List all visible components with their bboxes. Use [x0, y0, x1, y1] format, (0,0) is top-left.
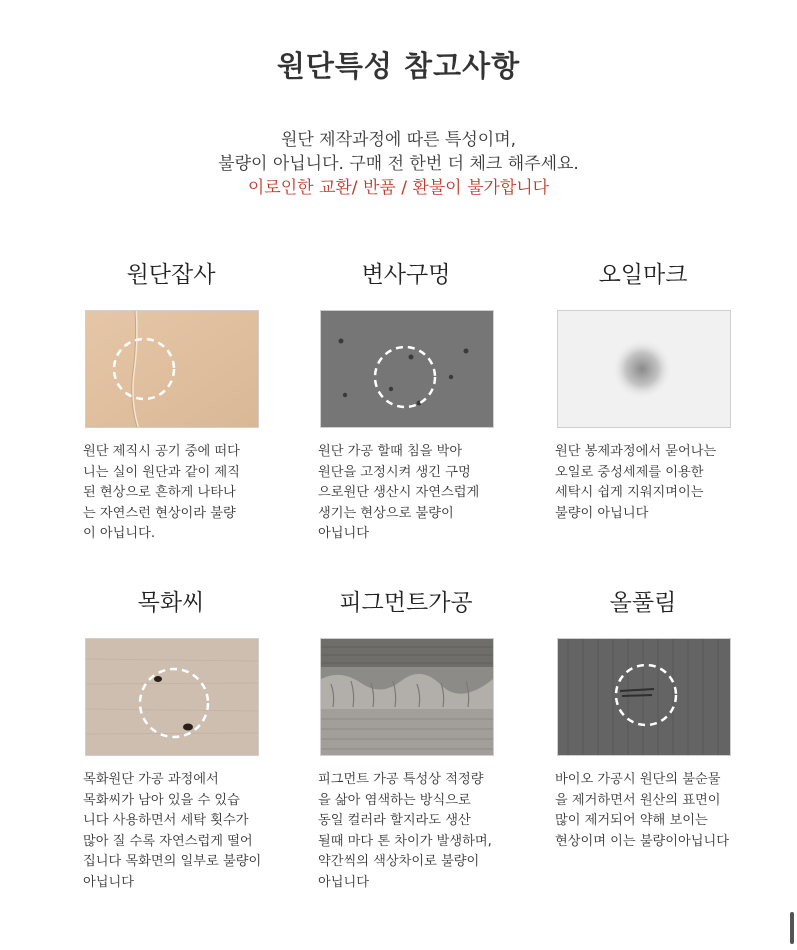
card-description: 피그먼트 가공 특성상 적정량 을 삶아 염색하는 방식으로 동일 컬러라 할지라도 생산 될때 마다 톤 차이가 발생하며, 약간씩의 색상차이로 불량이 아닙니다: [318, 772, 492, 890]
intro-line-2: 불량이 아닙니다. 구매 전 한번 더 체크 해주세요.: [218, 154, 579, 174]
card-yarn-pull: [545, 586, 741, 852]
card-description: 원단 가공 할때 침을 박아 원단을 고정시켜 생긴 구멍 으로원단 생산시 자연스럽게 생기는 현상으로 불량이 아닙니다: [318, 444, 480, 541]
card-pin-holes: [308, 258, 504, 545]
card-pigment-dyeing: [308, 586, 504, 893]
card-description: 원단 봉제과정에서 묻어나는 오일로 중성세제를 이용한 세탁시 쉽게 지워지며이는 불량이 아닙니다: [555, 444, 717, 521]
card-fabric-thread: [73, 258, 269, 545]
intro-line-1: 원단 제작과정에 따른 특성이며,: [280, 130, 517, 150]
intro-warning: 이로인한 교환/ 반품 / 환불이 불가합니다: [247, 178, 550, 198]
card-description: 바이오 가공시 원단의 불순물 을 제거하면서 원산의 표면이 많이 제거되어 약해 보이는 현상이며 이는 불량이아닙니다: [555, 772, 729, 849]
fabric-photo-cotton-seed: [85, 638, 259, 756]
card-title: 올풀림: [609, 590, 677, 616]
card-title: 변사구멍: [361, 262, 451, 288]
intro-text: [0, 128, 797, 200]
fabric-photo-yarn-pull: [557, 638, 731, 756]
card-description: 목화원단 가공 과정에서 목화씨가 남아 있을 수 있습 니다 사용하면서 세탁 횟수가 많아 질 수록 자연스럽게 떨어 집니다 목화면의 일부로 불량이 아닙니다: [83, 772, 262, 890]
card-description: 원단 제직시 공기 중에 떠다 니는 실이 원단과 같이 제직 된 현상으로 흔하게 나타나 는 자연스런 현상이라 불량 이 아닙니다.: [83, 444, 240, 541]
fabric-photo-thread: [85, 310, 259, 428]
page-title: 원단특성 참고사항: [276, 49, 521, 83]
fabric-photo-oil: [557, 310, 731, 428]
fabric-photo-pinholes: [320, 310, 494, 428]
card-title: 피그먼트가공: [339, 590, 473, 616]
card-cotton-seed: [73, 586, 269, 893]
fabric-photo-pigment: [320, 638, 494, 756]
card-title: 원단잡사: [126, 262, 216, 288]
card-oil-mark: [545, 258, 741, 524]
card-title: 목화씨: [137, 590, 205, 616]
scrollbar-thumb[interactable]: [790, 912, 794, 944]
card-title: 오일마크: [598, 262, 688, 288]
